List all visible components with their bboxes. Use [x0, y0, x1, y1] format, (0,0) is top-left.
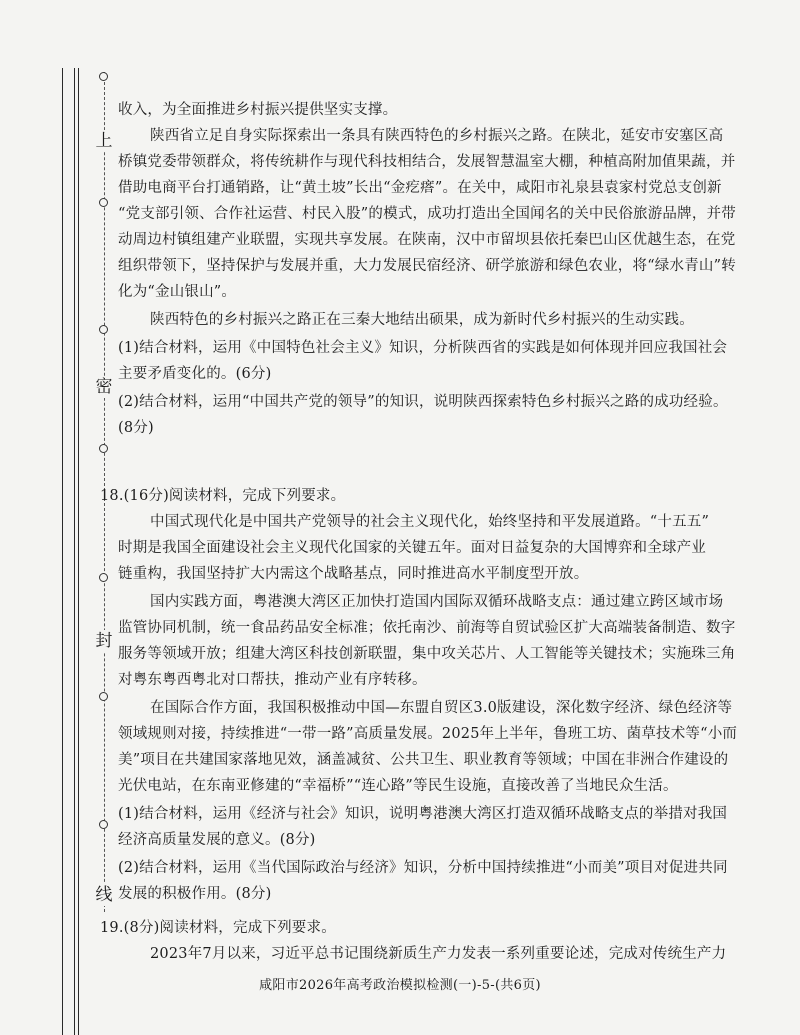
q18-line: 美”项目在共建国家落地见效，涵盖减贫、公共卫生、职业教育等领域；中国在非洲合作建设的	[118, 752, 729, 768]
q18-subquestion-2: (2)结合材料，运用《当代国际政治与经济》知识，分析中国持续推进“小而美”项目对促进共同	[118, 860, 728, 876]
binding-margin	[0, 0, 130, 1035]
q17-line: 陕西省立足自身实际探索出一条具有陕西特色的乡村振兴之路。在陕北，延安市安塞区高	[150, 128, 724, 144]
binding-char-feng: 封	[93, 630, 115, 652]
ring-icon	[99, 444, 108, 453]
q18-subquestion-1: (1)结合材料，运用《经济与社会》知识，说明粤港澳大湾区打造双循环战略支点的举措对我国	[118, 806, 728, 822]
q17-line: 陕西特色的乡村振兴之路正在三秦大地结出硕果，成为新时代乡村振兴的生动实践。	[150, 312, 694, 328]
ring-icon	[99, 325, 108, 334]
q18-line: 链重构，我国坚持扩大内需这个战略基点，同时推进高水平制度型开放。	[118, 566, 589, 582]
q17-line: 桥镇党委带领群众，将传统耕作与现代科技相结合，发展智慧温室大棚，种植高附加值果蔬，并	[118, 154, 736, 170]
margin-rule	[74, 68, 75, 1035]
q17-subquestion-2-cont: (8分)	[118, 420, 154, 436]
q17-subquestion-1-cont: 主要矛盾变化的。(6分)	[118, 366, 272, 382]
q19-heading: 19.(8分)阅读材料，完成下列要求。	[100, 920, 336, 936]
page-footer: 咸阳市2026年高考政治模拟检测(一)-5-(共6页)	[259, 978, 541, 993]
ring-icon	[99, 72, 108, 81]
q17-subquestion-1: (1)结合材料，运用《中国特色社会主义》知识，分析陕西省的实践是如何体现并回应我国社会	[118, 340, 728, 356]
margin-rule	[62, 68, 63, 1035]
q18-line: 光伏电站，在东南亚修建的“幸福桥”“连心路”等民生设施，直接改善了当地民众生活。	[118, 778, 678, 794]
q17-line: “党支部引领、合作社运营、村民入股”的模式，成功打造出全国闻名的关中民俗旅游品牌，并带	[118, 206, 736, 222]
q17-line: 组织带领下，坚持保护与发展并重，大力发展民宿经济、研学旅游和绿色农业，将“绿水青山”转	[118, 258, 736, 274]
q18-subquestion-1-cont: 经济高质量发展的意义。(8分)	[118, 832, 316, 848]
q18-line: 在国际合作方面，我国积极推动中国—东盟自贸区3.0版建设，深化数字经济、绿色经济等	[150, 700, 733, 716]
binding-char-mi: 密	[93, 376, 115, 398]
q17-line: 借助电商平台打通销路，让“黄土坡”长出“金疙瘩”。在关中，咸阳市礼泉县袁家村党总支创新	[118, 180, 722, 196]
q18-line: 对粤东粤西粤北对口帮扶，推动产业有序转移。	[118, 672, 427, 688]
binding-char-xian: 线	[93, 884, 115, 906]
q18-line: 服务等领域开放；组建大湾区科技创新联盟，集中攻关芯片、人工智能等关键技术；实施珠三角	[118, 646, 736, 662]
q18-line: 国内实践方面，粤港澳大湾区正加快打造国内国际双循环战略支点：通过建立跨区域市场	[150, 594, 724, 610]
q18-line: 领域规则对接，持续推进“一带一路”高质量发展。2025年上半年，鲁班工坊、菌草技术等“小而	[118, 726, 738, 742]
binding-char-shang: 上	[93, 130, 115, 152]
margin-rule	[78, 68, 79, 1035]
q17-line: 收入，为全面推进乡村振兴提供坚实支撑。	[118, 102, 398, 118]
q19-line: 2023年7月以来，习近平总书记围绕新质生产力发表一系列重要论述，完成对传统生产力	[150, 946, 727, 962]
q18-subquestion-2-cont: 发展的积极作用。(8分)	[118, 886, 272, 902]
q18-line: 中国式现代化是中国共产党领导的社会主义现代化，始终坚持和平发展道路。“十五五”	[150, 514, 710, 530]
q17-subquestion-2: (2)结合材料，运用“中国共产党的领导”的知识，说明陕西探索特色乡村振兴之路的成功经验。	[118, 394, 728, 410]
ring-icon	[99, 820, 108, 829]
q18-heading: 18.(16分)阅读材料，完成下列要求。	[100, 488, 346, 504]
q17-line: 动周边村镇组建产业联盟，实现共享发展。在陕南，汉中市留坝县依托秦巴山区优越生态，在党	[118, 232, 736, 248]
ring-icon	[99, 198, 108, 207]
ring-icon	[99, 692, 108, 701]
q17-line: 化为“金山银山”。	[118, 284, 237, 300]
q18-line: 监管协同机制，统一食品药品安全标准；依托南沙、前海等自贸试验区扩大高端装备制造、数字	[118, 620, 736, 636]
ring-icon	[99, 573, 108, 582]
q18-line: 时期是我国全面建设社会主义现代化国家的关键五年。面对日益复杂的大国博弈和全球产业	[118, 540, 706, 556]
